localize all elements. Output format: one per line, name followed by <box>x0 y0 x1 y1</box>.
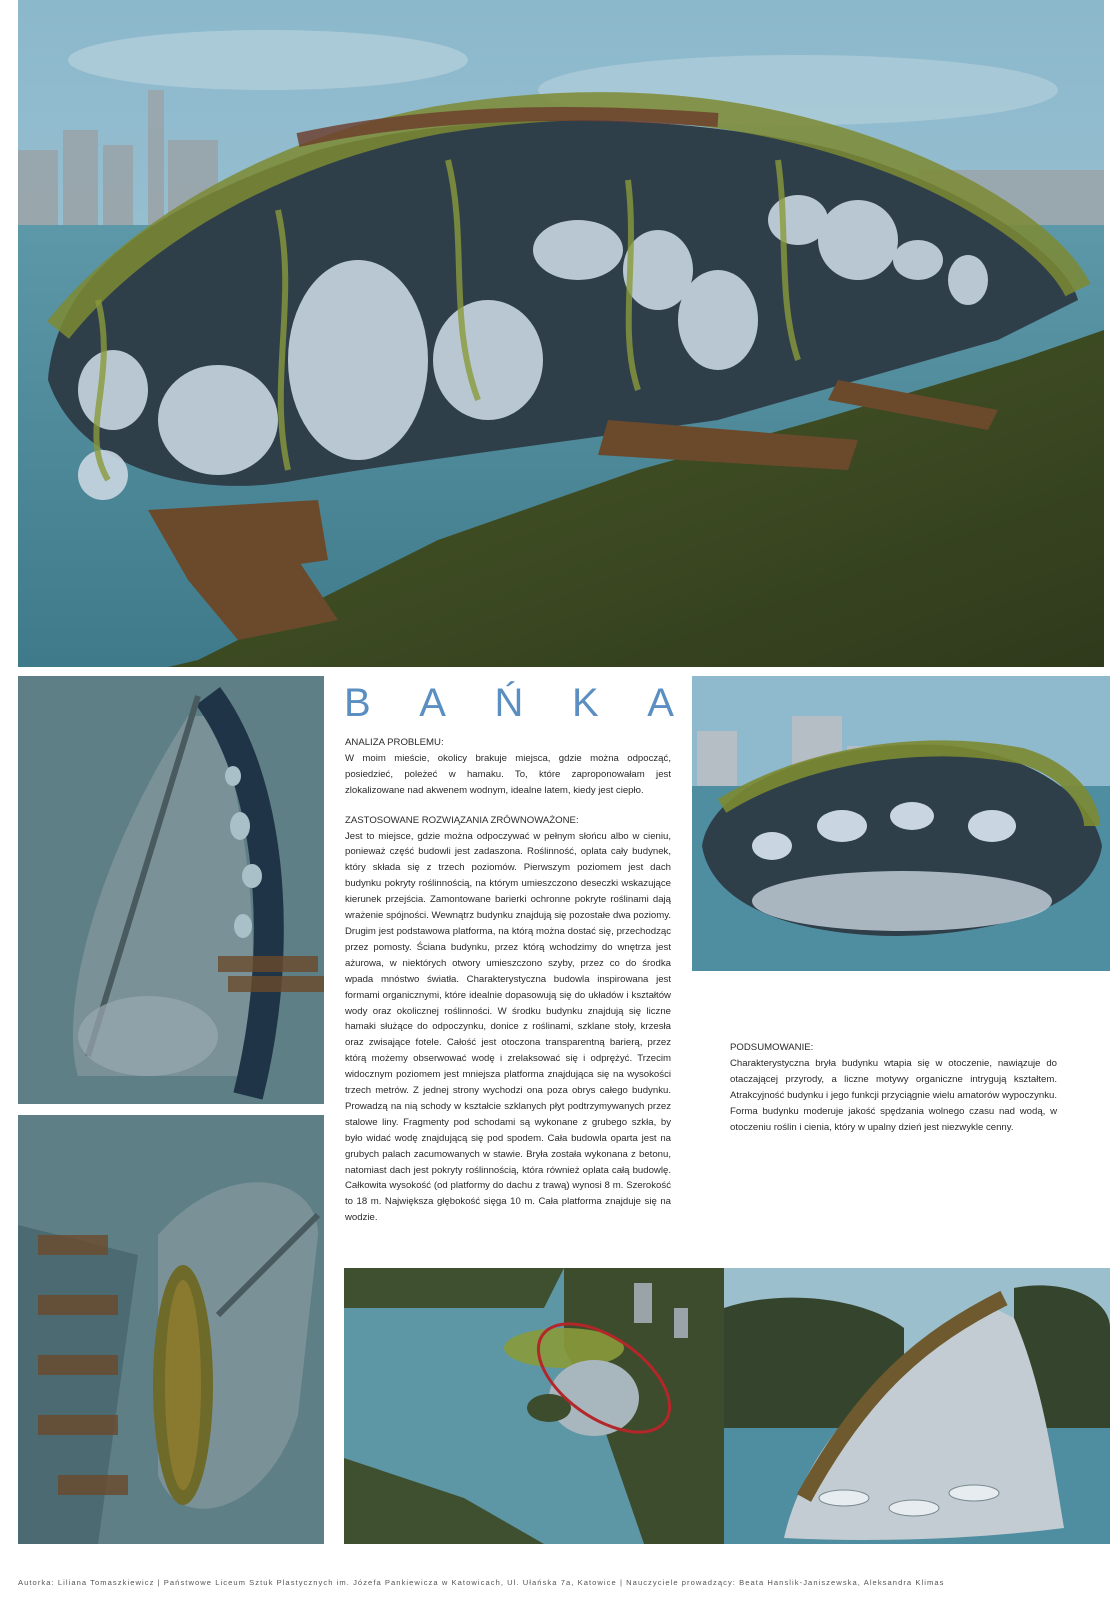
summary-body: Charakterystyczna bryła budynku wtapia się w otoczenie, nawiązuje do otaczającej przyrody, a liczne motywy organiczne intrygują kształtem. Atrakcyjność budynku i jego funkcji przyciągnie wielu amatorów wypoczynku. Forma budynku moderuje jakość spędzania wolnego czasu nad wodą, w otoczeniu roślin i cienia, który w upalny dzień jest niezwykle cenny. <box>730 1057 1057 1133</box>
hero-render-image <box>18 0 1104 667</box>
section-sketch-image <box>18 676 324 1104</box>
top-view-sketch-image <box>18 1115 324 1544</box>
analysis-heading: ANALIZA PROBLEMU: <box>345 737 444 748</box>
title-letter: A <box>647 680 674 725</box>
interior-render-image <box>724 1268 1110 1544</box>
top-view-sketch-illustration <box>18 1115 324 1544</box>
hero-illustration <box>18 0 1104 667</box>
location-map-image <box>344 1268 724 1544</box>
solutions-text: Jest to miejsce, gdzie można odpoczywać w pełnym słońcu albo w cieniu, ponieważ część budowli jest zadaszona. Roślinność, oplata cały budynek, który składa się z trzech poziomów. Pierwszym poziomem jest dach budynku pokryty roślinnością, na którym umieszczono deseczki wskazujące kierunek przejścia. Zamontowane barierki ochronne pokryte roślinami dają wrażenie spójności. Wewnątrz budynku znajdują się pozostałe dwa poziomy. Drugim jest podstawowa platforma, na którą można dostać się, przechodząc przez pomosty. Ściana budynku, przez którą wchodzimy do wnętrza jest ażurowa, w niektórych otwory umieszczono szyby, przez co do środka wpada mnóstwo światła. Charakterystyczna budowla inspirowana jest formami organicznymi, które idealnie dopasowują się do układów i kształtów wody oraz okolicznej roślinności. W środku budynku znajdują się liczne hamaki służące do odpoczynku, donice z roślinami, szklane stoły, krzesła oraz zwisające fotele. Całość jest otoczona transparentną barierą, przez którą możemy obserwować wodę i zrelaksować się i odprężyć. Trzecim widocznym poziomem jest mniejsza platforma znajdująca się na wysokości trzech metrów. Z jednej strony wychodzi ona poza obrys całego budynku. Prowadzą na nią schody w kształcie szklanych płyt podtrzymywanych przez stalowe liny. Fragmenty pod schodami są wykonane z grubego szkła, by było widać wodę znajdującą się pod spodem. Cała budowla oparta jest na grubych palach zacumowanych w stawie. Bryła została wykonana z betonu, natomiast dach jest pokryty roślinnością, która również oplata całą budowlę. Całkowita wysokość (od platformy do dachu z trawą) wynosi 8 m. Szerokość to 18 m. Największa głębokość sięga 10 m. Cała platforma znajduje się na wodzie. <box>345 830 671 1224</box>
title-letter: Ń <box>494 680 524 725</box>
section-sketch-illustration <box>18 676 324 1104</box>
location-map-illustration <box>344 1268 724 1544</box>
lake-render-illustration <box>692 676 1110 971</box>
analysis-text: W moim mieście, okolicy brakuje miejsca, gdzie można odpocząć, posiedzieć, poleżeć w hamaku. To, które zaproponowałam jest zlokalizowane nad akwenem wodnym, idealne latem, kiedy jest ciepło. <box>345 752 671 796</box>
author-footer: Autorka: Liliana Tomaszkiewicz | Państwowe Liceum Sztuk Plastycznych im. Józefa Pankiewicza w Katowicach, Ul. Ułańska 7a, Katowice | Nauczyciele prowadzący: Beata Hanslik-Janiszewska, Aleksandra Klimas <box>18 1578 945 1587</box>
lake-render-image <box>692 676 1110 971</box>
description-text <box>345 735 671 1245</box>
project-title <box>344 678 674 728</box>
title-letter: A <box>419 680 446 725</box>
solutions-heading: ZASTOSOWANE ROZWIĄZANIA ZRÓWNOWAŻONE: <box>345 814 579 826</box>
summary-heading: PODSUMOWANIE: <box>730 1042 814 1053</box>
interior-render-illustration <box>724 1268 1110 1544</box>
summary-text <box>730 1040 1057 1135</box>
title-letter: B <box>344 680 371 725</box>
title-letter: K <box>572 680 599 725</box>
